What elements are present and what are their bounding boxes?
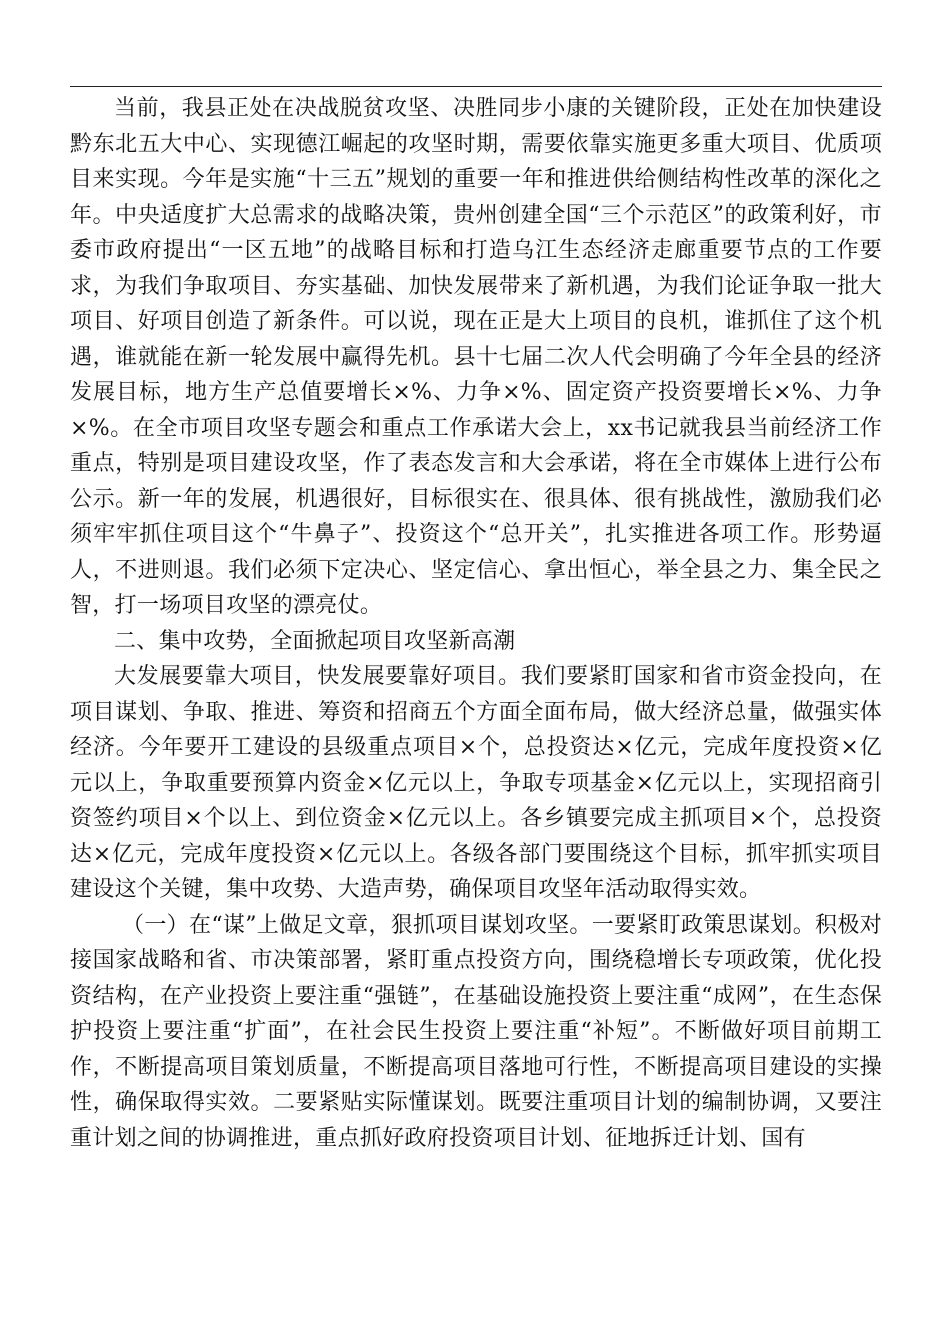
paragraph-situation: 当前，我县正处在决战脱贫攻坚、决胜同步小康的关键阶段，正处在加快建设黔东北五大中心、实现德江崛起的攻坚时期，需要依靠实施更多重大项目、优质项目来实现。今年是实施“十三五”规划的重要一年和推进供给侧结构性改革的深化之年。中央适度扩大总需求的战略决策，贵州创建全国“三个示范区”的政策利好，市委市政府提出“一区五地”的战略目标和打造乌江生态经济走廊重要节点的工作要求，为我们争取项目、夯实基础、加快发展带来了新机遇，为我们论证争取一批大项目、好项目创造了新条件。可以说，现在正是大上项目的良机，谁抓住了这个机遇，谁就能在新一轮发展中赢得先机。县十七届二次人代会明确了今年全县的经济发展目标，地方生产总值要增长×%、力争×%、固定资产投资要增长×%、力争×%。在全市项目攻坚专题会和重点工作承诺大会上，xx书记就我县当前经济工作重点，特别是项目建设攻坚，作了表态发言和大会承诺，将在全市媒体上进行公布公示。新一年的发展，机遇很好，目标很实在、很具体、很有挑战性，激励我们必须牢牢抓住项目这个“牛鼻子”、投资这个“总开关”，扎实推进各项工作。形势逼人，不进则退。我们必须下定决心、坚定信心、拿出恒心，举全县之力、集全民之智，打一场项目攻坚的漂亮仗。 <box>70 96 882 618</box>
paragraph-goals: 大发展要靠大项目，快发展要靠好项目。我们要紧盯国家和省市资金投向，在项目谋划、争取、推进、筹资和招商五个方面全面布局，做大经济总量，做强实体经济。今年要开工建设的县级重点项目×个，总投资达×亿元，完成年度投资×亿元以上，争取重要预算内资金×亿元以上，争取专项基金×亿元以上，实现招商引资签约项目×个以上、到位资金×亿元以上。各乡镇要完成主抓项目×个，总投资达×亿元，完成年度投资×亿元以上。各级各部门要围绕这个目标，抓牢抓实项目建设这个关键，集中攻势、大造声势，确保项目攻坚年活动取得实效。 <box>70 664 882 902</box>
paragraph-planning: （一）在“谋”上做足文章，狠抓项目谋划攻坚。一要紧盯政策思谋划。积极对接国家战略和省、市决策部署，紧盯重点投资方向，围绕稳增长专项政策，优化投资结构，在产业投资上要注重“强链”，在基础设施投资上要注重“成网”，在生态保护投资上要注重“扩面”，在社会民生投资上要注重“补短”。不断做好项目前期工作，不断提高项目策划质量，不断提高项目落地可行性，不断提高项目建设的实操性，确保取得实效。二要紧贴实际懂谋划。既要注重项目计划的编制协调，又要注重计划之间的协调推进，重点抓好政府投资项目计划、征地拆迁计划、国有 <box>70 912 882 1151</box>
document-page <box>70 86 882 1156</box>
document-body <box>70 91 882 1156</box>
header-rule <box>70 86 882 87</box>
section-heading: 二、集中攻势，全面掀起项目攻坚新高潮 <box>114 628 516 654</box>
